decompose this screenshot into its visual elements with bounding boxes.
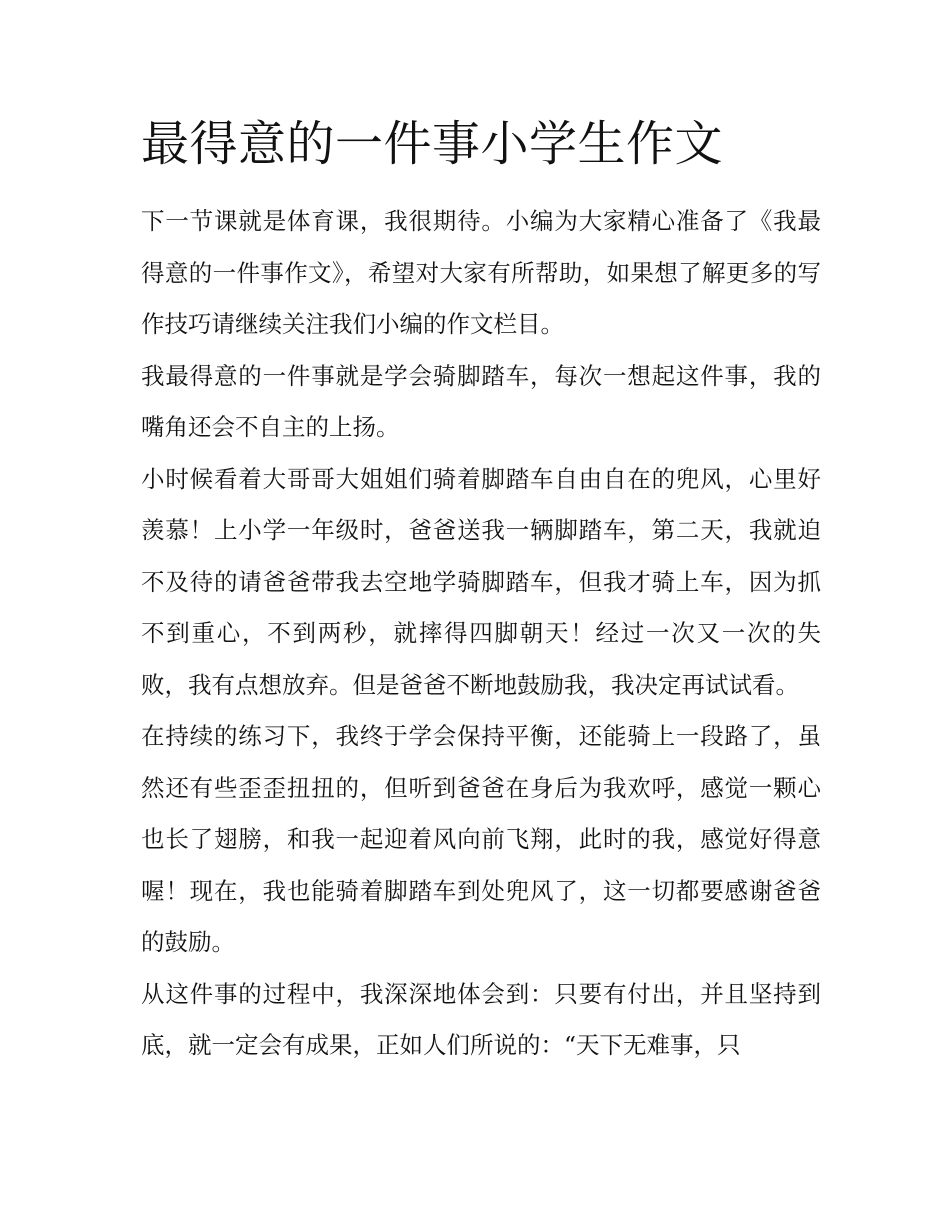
page-title: 最得意的一件事小学生作文 xyxy=(141,116,724,172)
paragraph-topic: 我最得意的一件事就是学会骑脚踏车，每次一想起这件事，我的嘴角还会不自主的上扬。 xyxy=(141,361,821,441)
paragraph-story: 小时候看着大哥哥大姐姐们骑着脚踏车自由自在的兜风，心里好羡慕！上小学一年级时，爸爸送我一辆脚踏车，第二天，我就迫不及待的请爸爸带我去空地学骑脚踏车，但我才骑上车，因为抓不到重心，不到两秒，就摔得四脚朝天！经过一次又一次的失败，我有点想放弃。但是爸爸不断地鼓励我，我决定再试试看。 xyxy=(141,464,821,699)
paragraph-success: 在持续的练习下，我终于学会保持平衡，还能骑上一段路了，虽然还有些歪歪扭扭的，但听到爸爸在身后为我欢呼，感觉一颗心也长了翅膀，和我一起迎着风向前飞翔，此时的我，感觉好得意喔！现在，我也能骑着脚踏车到处兜风了，这一切都要感谢爸爸的鼓励。 xyxy=(141,722,821,956)
document-body xyxy=(141,196,821,1116)
paragraph-intro: 下一节课就是体育课，我很期待。小编为大家精心准备了《我最得意的一件事作文》，希望对大家有所帮助，如果想了解更多的写作技巧请继续关注我们小编的作文栏目。 xyxy=(141,207,821,338)
paragraph-lesson: 从这件事的过程中，我深深地体会到：只要有付出，并且坚持到底，就一定会有成果，正如人们所说的：“天下无难事，只 xyxy=(141,979,821,1059)
